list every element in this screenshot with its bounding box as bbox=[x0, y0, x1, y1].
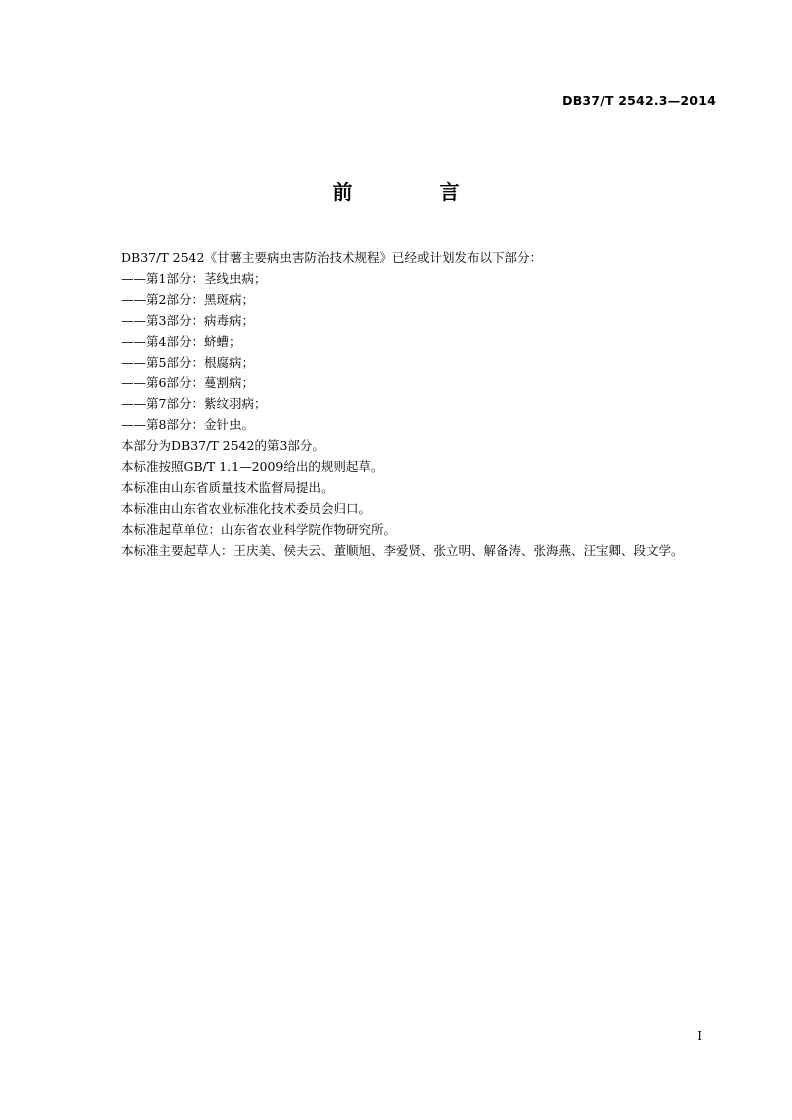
part-list-item: ——第8部分：金针虫。 bbox=[121, 417, 254, 433]
intro-paragraph: DB37/T 2542《甘薯主要病虫害防治技术规程》已经或计划发布以下部分： bbox=[121, 250, 542, 265]
proposer-statement: 本标准由山东省质量技术监督局提出。 bbox=[121, 479, 334, 495]
drafters-statement: 本标准主要起草人：王庆美、侯夫云、董顺旭、李爱贤、张立明、解备涛、张海燕、汪宝卿、段文学。 bbox=[121, 542, 684, 558]
drafting-rules-statement: 本标准按照GB/T 1.1—2009给出的规则起草。 bbox=[121, 459, 384, 475]
part-list-item: ——第7部分：紫纹羽病； bbox=[121, 396, 267, 412]
document-body bbox=[95, 248, 717, 562]
page-number: I bbox=[697, 1029, 702, 1043]
part-list-item: ——第4部分：蛴螬； bbox=[121, 333, 242, 349]
part-statement: 本部分为DB37/T 2542的第3部分。 bbox=[121, 438, 325, 454]
part-list-item: ——第6部分：蔓割病； bbox=[121, 375, 254, 391]
part-list-item: ——第3部分：病毒病； bbox=[121, 312, 254, 328]
page-title: 前 言 bbox=[332, 180, 500, 204]
document-code: DB37/T 2542.3—2014 bbox=[562, 93, 716, 108]
part-list-item: ——第1部分：茎线虫病； bbox=[121, 270, 267, 286]
drafting-unit-statement: 本标准起草单位：山东省农业科学院作物研究所。 bbox=[121, 521, 397, 537]
centralized-statement: 本标准由山东省农业标准化技术委员会归口。 bbox=[121, 500, 372, 516]
part-list-item: ——第5部分：根腐病； bbox=[121, 354, 254, 370]
part-list-item: ——第2部分：黑斑病； bbox=[121, 291, 254, 307]
